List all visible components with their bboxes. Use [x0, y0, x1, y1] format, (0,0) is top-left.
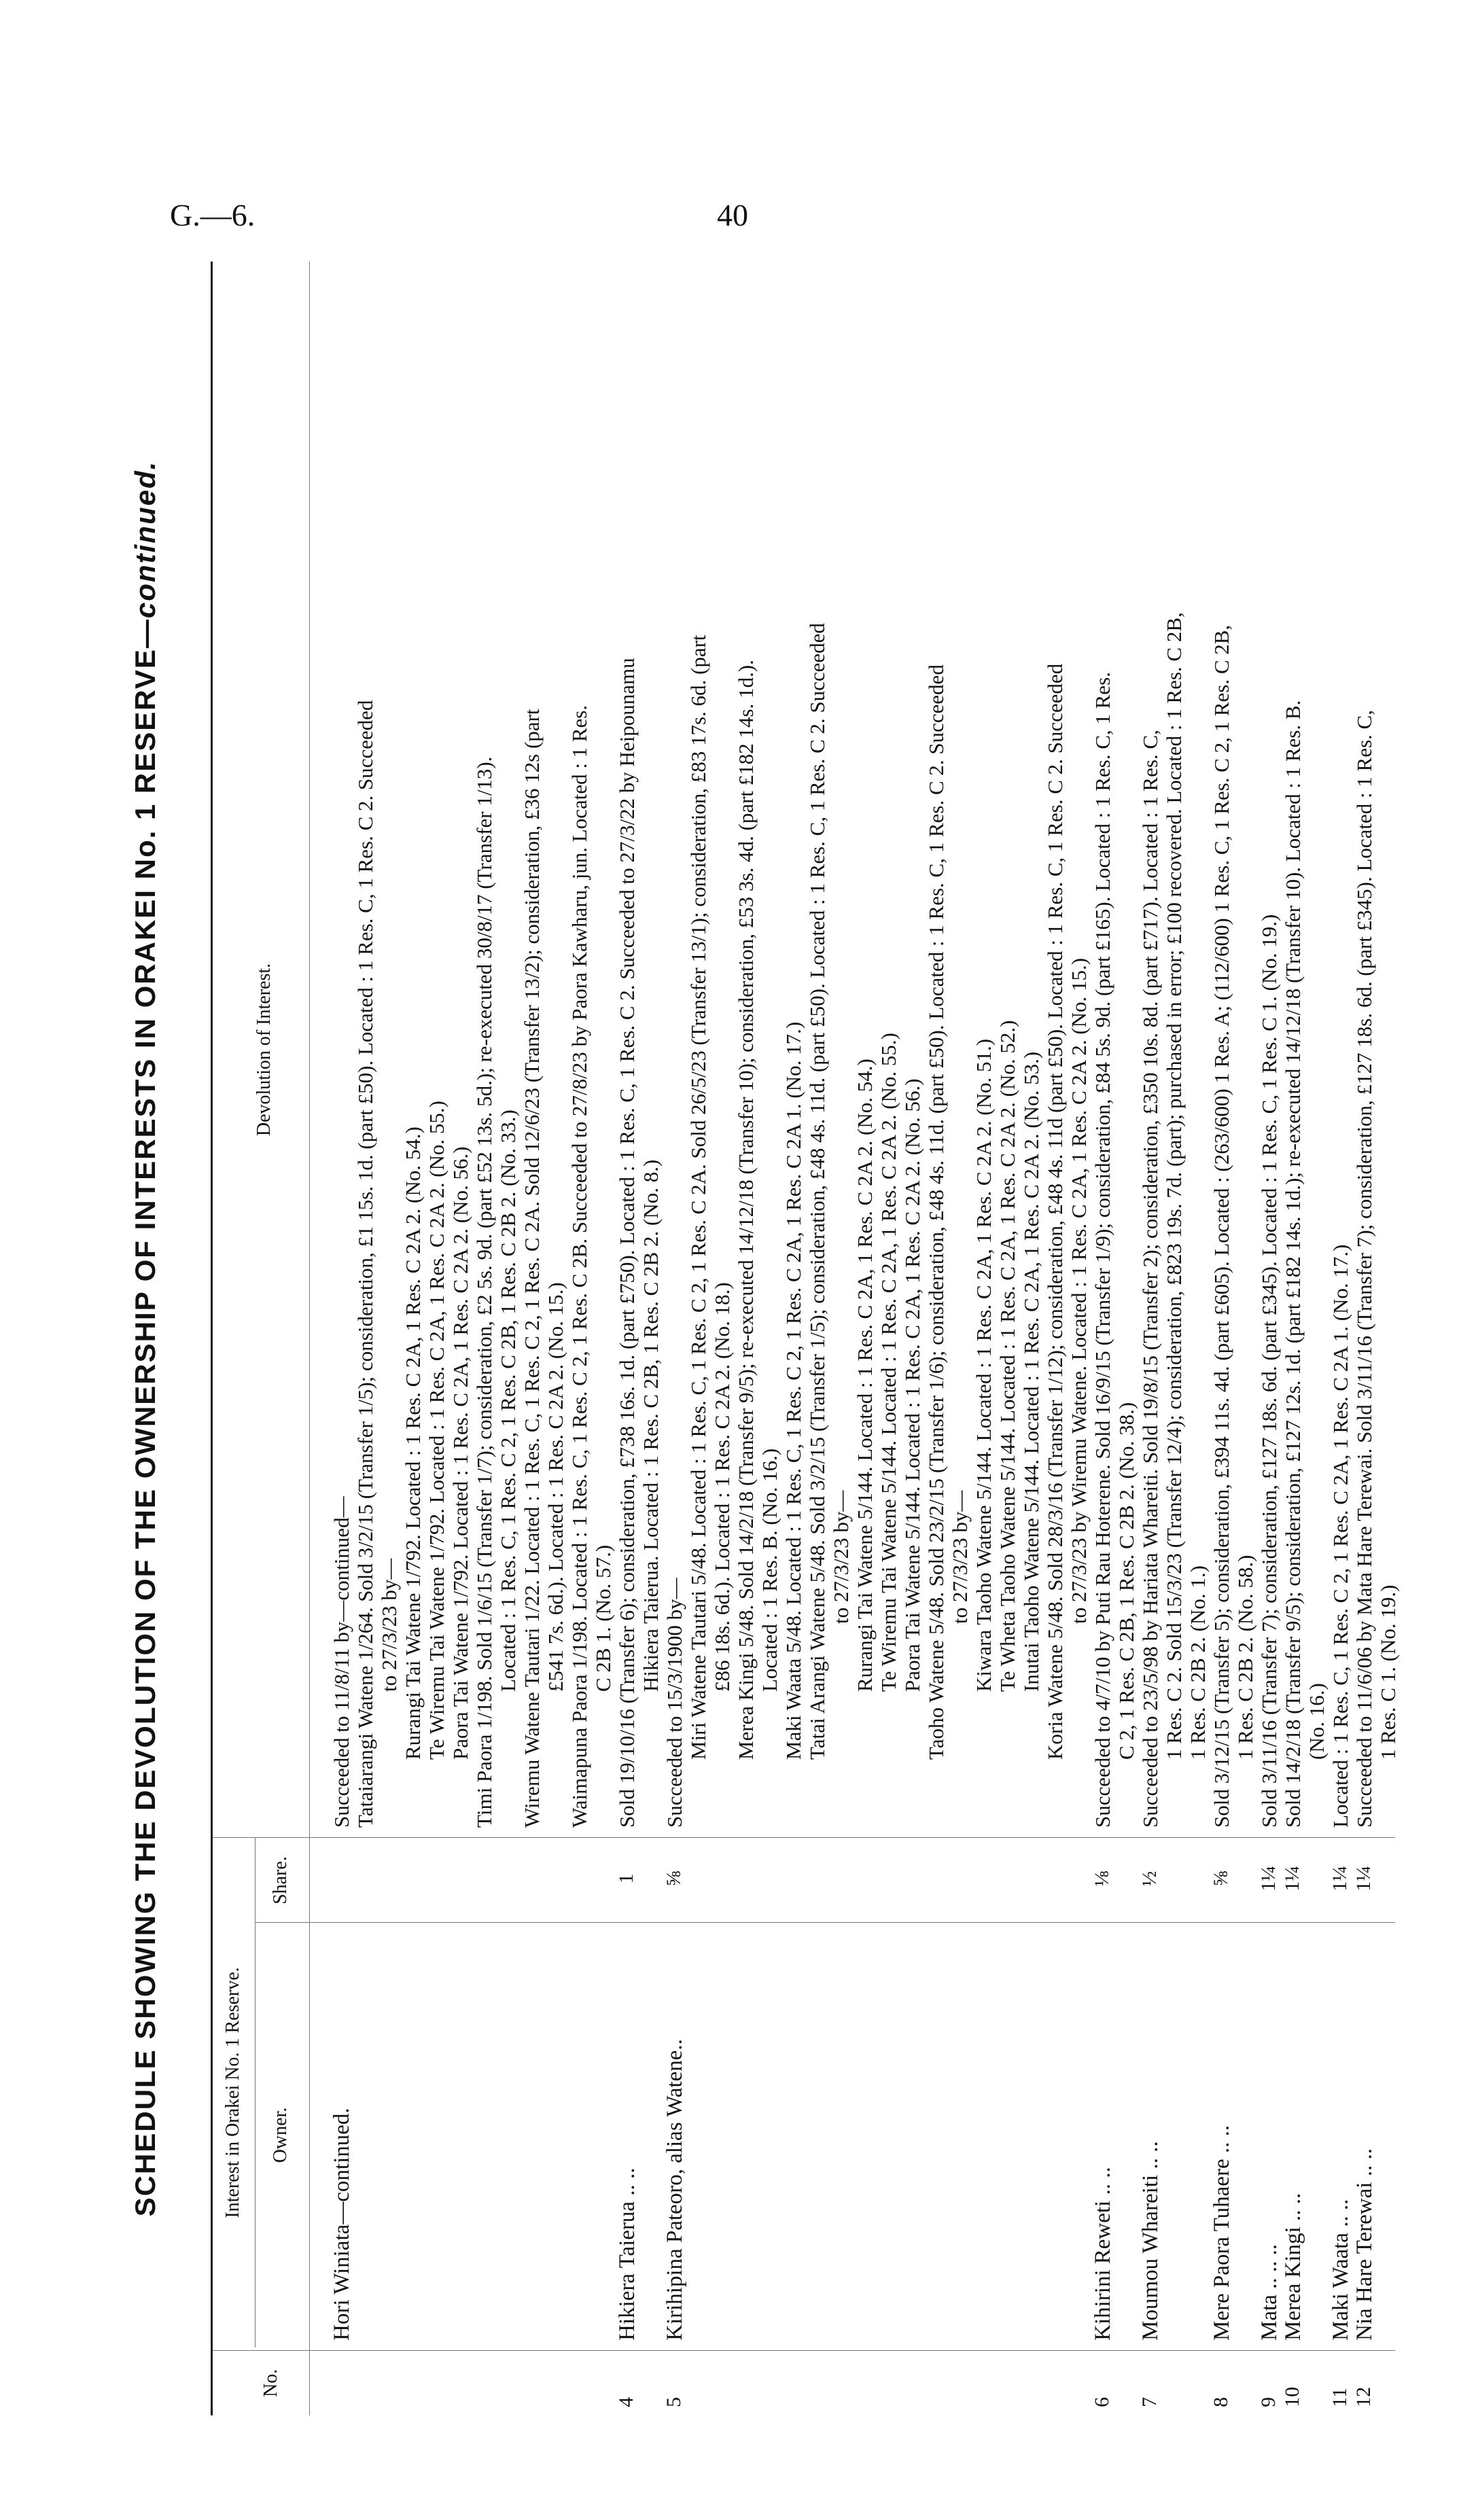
header-interest-group: Interest in Orakei No. 1 Reserve. — [222, 1967, 243, 2218]
devolution-line: 1 Res. C 2B 2. (No. 58.) — [1233, 1555, 1257, 1760]
devolution-line: Rurangi Tai Watene 5/144. Located : 1 Res. C 2A, 1 Res. C 2A 2. (No. 54.) — [853, 1059, 877, 1692]
header-devolution: Devolution of Interest. — [253, 963, 275, 1137]
share-cell: ⅝ — [1210, 1870, 1232, 1887]
devolution-line: Hikiera Taierua. Located : 1 Res. C 2B, 1 Res. C 2B 2. (No. 8.) — [639, 1159, 663, 1692]
header-share: Share. — [270, 1856, 291, 1904]
page-reference: G.—6. — [170, 198, 256, 232]
column-divider-share — [213, 1837, 1395, 1838]
title-continued: continued. — [129, 460, 161, 619]
devolution-column — [330, 265, 1400, 1828]
entry-number: 12 — [1352, 2387, 1375, 2407]
owner-cell: Hori Winiata—continued. — [330, 2108, 354, 2341]
devolution-line: Tataiarangi Watene 1/264. Sold 3/2/15 (Transfer 1/5); consideration, £1 15s. 1d. (part £50). Located : 1 Res. C, 1 Res. C 2. Succeeded — [353, 700, 377, 1828]
column-divider-owner — [255, 1922, 1395, 1923]
devolution-line: Waimapuna Paora 1/198. Located : 1 Res. C, 1 Res. C 2, 1 Res. C 2B. Succeeded to 27/8/23 by Paora Kawharu, jun. Located : 1 Res. — [567, 705, 591, 1828]
owner-cell: Kihirini Reweti .. .. — [1091, 2167, 1115, 2341]
devolution-line: Merea Kingi 5/48. Sold 14/2/18 (Transfer 9/5); re-executed 14/12/18 (Transfer 10); consideration, £53 3s. 4d. (part £182 14s. 1d.). — [734, 660, 758, 1760]
devolution-line: Sold 3/11/16 (Transfer 7); consideration, £127 18s. 6d. (part £345). Located : 1 Res. C, 1 Res. C 1. (No. 19.) — [1257, 914, 1281, 1828]
devolution-line: Taoho Watene 5/48. Sold 23/2/15 (Transfer 1/6); consideration, £48 4s. 11d. (part £50). Located : 1 Res. C, 1 Res. C 2. Succeeded — [924, 664, 948, 1760]
devolution-line: Te Wiremu Tai Watene 5/144. Located : 1 Res. C 2A, 1 Res. C 2A 2. (No. 55.) — [877, 1033, 900, 1692]
entry-number: 4 — [615, 2397, 637, 2407]
share-cell: 1¼ — [1328, 1866, 1351, 1892]
devolution-line: (No. 16.) — [1305, 1683, 1328, 1760]
devolution-line: Sold 14/2/18 (Transfer 9/5); consideration, £127 12s. 1d. (part £182 14s. 1d.); re-executed 14/12/18 (Transfer 10). Located : 1 Res. B. — [1281, 700, 1305, 1828]
devolution-line: C 2B 1. (No. 57.) — [591, 1544, 615, 1692]
devolution-line: Inutai Taoho Watene 5/144. Located : 1 Res. C 2A, 1 Res. C 2A 2. (No. 53.) — [1019, 1051, 1043, 1692]
share-cell: 1¼ — [1281, 1866, 1303, 1892]
devolution-line: Paora Tai Watene 5/144. Located : 1 Res. C 2A, 1 Res. C 2A 2. (No. 56.) — [900, 1078, 924, 1692]
owner-cell: Mata .. .. .. — [1257, 2243, 1282, 2341]
owner-cell: Hikiera Taierua .. .. — [615, 2167, 639, 2341]
devolution-line: Located : 1 Res. C, 1 Res. C 2, 1 Res. C 2B, 1 Res. C 2B 2. (No. 33.) — [496, 1110, 520, 1692]
header-rule-group — [255, 1838, 256, 2347]
share-cell: ⅝ — [663, 1870, 685, 1887]
devolution-line: 1 Res. C 1. (No. 19.) — [1376, 1584, 1400, 1760]
devolution-line: Wiremu Watene Tautari 1/22. Located : 1 Res. C, 1 Res. C 2, 1 Res. C 2A. Sold 12/6/23 (Transfer 13/2); consideration, £36 12s (part — [520, 709, 544, 1828]
devolution-line: Te Wheta Taoho Watene 5/144. Located : 1 Res. C 2A, 1 Res. C 2A 2. (No. 52.) — [996, 1020, 1019, 1692]
entry-number: 7 — [1138, 2397, 1161, 2407]
devolution-line: Located : 1 Res. C, 1 Res. C 2, 1 Res. C 2A, 1 Res. C 2A 1. (No. 17.) — [1328, 1244, 1352, 1828]
devolution-line: Located : 1 Res. B. (No. 16.) — [758, 1448, 781, 1692]
entry-number: 11 — [1328, 2388, 1351, 2407]
page-number: 40 — [717, 198, 748, 232]
schedule-title — [129, 262, 162, 2415]
devolution-line: Paora Tai Watene 1/792. Located : 1 Res. C 2A, 1 Res. C 2A 2. (No. 56.) — [448, 1146, 472, 1760]
entry-number: 10 — [1281, 2387, 1303, 2407]
share-cell: 1 — [615, 1873, 637, 1884]
share-cell: 1¼ — [1352, 1866, 1375, 1892]
entry-number: 5 — [663, 2397, 685, 2407]
devolution-line: Succeeded to 11/8/11 by—continued— — [330, 1496, 353, 1828]
devolution-line: to 27/3/23 by Wiremu Watene. Located : 1 Res. C 2A, 1 Res. C 2A 2. (No. 15.) — [1067, 957, 1091, 1624]
devolution-line: Te Wiremu Tai Watene 1/792. Located : 1 Res. C 2A, 1 Res. C 2A 2. (No. 55.) — [425, 1101, 448, 1760]
column-divider-no — [213, 2350, 1395, 2351]
devolution-line: Koria Watene 5/48. Sold 28/3/16 (Transfer 1/12); consideration, £48 4s. 11d (part £50). Located : 1 Res. C, 1 Res. C 2. Succeeded — [1043, 663, 1067, 1760]
devolution-line: to 27/3/23 by— — [829, 1490, 853, 1624]
share-cell: ⅛ — [1091, 1870, 1113, 1887]
devolution-line: Succeeded to 4/7/10 by Puti Rau Hoterene. Sold 16/9/15 (Transfer 1/9); consideration, £84 5s. 9d. (part £165). Located : 1 Res. C, 1 Res. — [1091, 671, 1114, 1828]
devolution-line: Sold 3/12/15 (Transfer 5); consideration, £394 11s. 4d. (part £605). Located : (263/600) 1 Res. A; (112/600) 1 Res. C, 1 Res. C 2, 1 Res. C 2B, — [1210, 624, 1233, 1828]
share-cell: ½ — [1138, 1870, 1161, 1887]
header-no: No. — [260, 2368, 281, 2398]
devolution-line: £541 7s. 6d.). Located : 1 Res. C 2A 2. (No. 15.) — [544, 1282, 567, 1692]
devolution-line: Succeeded to 15/3/1900 by— — [663, 1578, 686, 1828]
owner-cell: Nia Hare Terewai .. .. — [1352, 2148, 1377, 2341]
devolution-line: Kiwara Taoho Watene 5/144. Located : 1 Res. C 2A, 1 Res. C 2A 2. (No. 51.) — [972, 1038, 996, 1692]
devolution-line: Maki Waata 5/48. Located : 1 Res. C, 1 Res. C 2, 1 Res. C 2A, 1 Res. C 2A 1. (No. 17.) — [781, 1021, 805, 1760]
devolution-line: Rurangi Tai Watene 1/792. Located : 1 Res. C 2A, 1 Res. C 2A 2. (No. 54.) — [401, 1126, 425, 1760]
header-rule-bottom — [309, 262, 310, 2415]
share-cell: 1¼ — [1257, 1866, 1280, 1892]
devolution-line: to 27/3/23 by— — [948, 1490, 972, 1624]
devolution-line: C 2, 1 Res. C 2B, 1 Res. C 2B 2. (No. 38.) — [1114, 1402, 1138, 1760]
devolution-line: Tatai Arangi Watene 5/48. Sold 3/2/15 (Transfer 1/5); consideration, £48 4s. 11d. (part £50). Located : 1 Res. C, 1 Res. C 2. Succeeded — [805, 622, 829, 1760]
entry-number: 8 — [1210, 2397, 1232, 2407]
header-owner: Owner. — [270, 2107, 291, 2163]
devolution-line: 1 Res. C 2B 2. (No. 1.) — [1186, 1565, 1210, 1760]
rotated-schedule — [129, 262, 1400, 2415]
devolution-line: Succeeded to 23/5/98 by Hariata Whareiti. Sold 19/8/15 (Transfer 2); consideration, £350 10s. 8d. (part £717). Located : 1 Res. C, — [1138, 730, 1162, 1828]
schedule-table — [211, 262, 1400, 2415]
entry-number: 6 — [1091, 2397, 1113, 2407]
devolution-line: to 27/3/23 by— — [377, 1558, 401, 1692]
devolution-line: £86 18s. 6d.). Located : 1 Res. C 2A 2. (No. 18.) — [710, 1282, 734, 1692]
devolution-line: 1 Res. C 2. Sold 15/3/23 (Transfer 12/4); consideration, £823 19s. 7d. (part); purchased in error; £100 recovered. Located : 1 Res. C 2B, — [1162, 612, 1186, 1760]
devolution-line: Miri Watene Tautari 5/48. Located : 1 Res. C, 1 Res. C 2, 1 Res. C 2A. Sold 26/5/23 (Transfer 13/1); consideration, £83 17s. 6d. (part — [686, 635, 710, 1760]
title-main: SCHEDULE SHOWING THE DEVOLUTION OF THE OWNERSHIP OF INTERESTS IN ORAKEI No. 1 RESERVE— — [129, 618, 161, 2217]
owner-cell: Kirihipina Pateoro, alias Watene.. — [663, 2039, 687, 2341]
devolution-line: Sold 19/10/16 (Transfer 6); consideration, £738 16s. 1d. (part £750). Located : 1 Res. C, 1 Res. C 2. Succeeded to 27/3/22 by Heipounamu — [615, 658, 639, 1828]
devolution-line: Succeeded to 11/6/06 by Mata Hare Terewai. Sold 3/11/16 (Transfer 7); consideration, £127 18s. 6d. (part £345). Located : 1 Res. C, — [1352, 709, 1376, 1828]
owner-cell: Merea Kingi .. .. — [1281, 2193, 1305, 2341]
owner-cell: Mere Paora Tuhaere .. .. — [1210, 2125, 1234, 2341]
owner-cell: Maki Waata .. .. — [1328, 2199, 1353, 2341]
entry-number: 9 — [1257, 2397, 1280, 2407]
devolution-line: Timi Paora 1/198. Sold 1/6/15 (Transfer 1/7); consideration, £2 5s. 9d. (part £52 13s. 5d.); re-executed 30/8/17 (Transfer 1/13). — [472, 756, 496, 1828]
owner-cell: Moumou Whareiti .. .. — [1138, 2141, 1163, 2341]
